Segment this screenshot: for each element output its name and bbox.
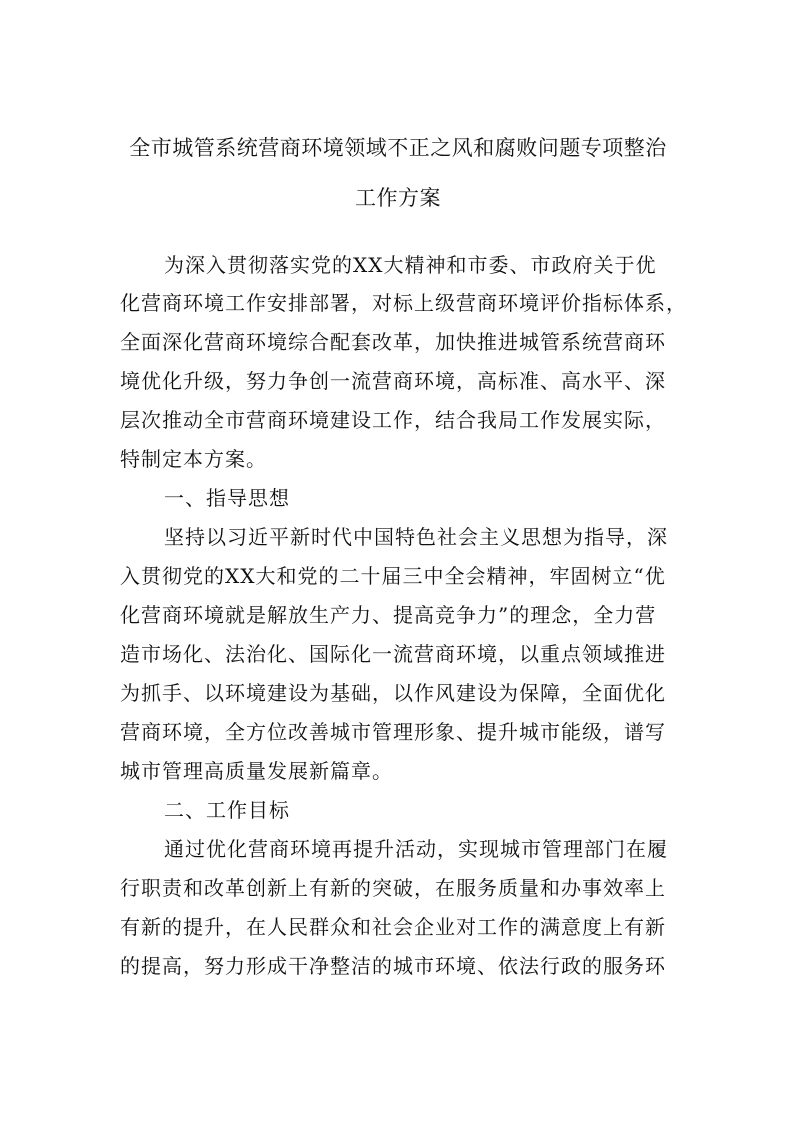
body-line: 行职责和改革创新上有新的突破，在服务质量和办事效率上: [120, 876, 666, 900]
body-line: 特制定本方案。: [120, 447, 267, 471]
body-line: 城市管理高质量发展新篇章。: [120, 759, 393, 783]
body-line: 全面深化营商环境综合配套改革，加快推进城管系统营商环: [120, 330, 666, 354]
body-line: 为深入贯彻落实党的XX大精神和市委、市政府关于优: [164, 253, 657, 277]
body-line: 有新的提升，在人民群众和社会企业对工作的满意度上有新: [120, 915, 666, 939]
body-line: 层次推动全市营商环境建设工作，结合我局工作发展实际，: [120, 408, 666, 432]
body-line: 化营商环境工作安排部署，对标上级营商环境评价指标体系，: [120, 291, 687, 315]
section-heading: 一、指导思想: [164, 486, 290, 510]
body-line: 的提高，努力形成干净整洁的城市环境、依法行政的服务环: [120, 954, 666, 978]
section-heading: 二、工作目标: [164, 798, 290, 822]
document-title-line-1: 全市城管系统营商环境领域不正之风和腐败问题专项整治: [129, 136, 667, 160]
body-line: 通过优化营商环境再提升活动，实现城市管理部门在履: [164, 837, 668, 861]
body-line: 入贯彻党的XX大和党的二十届三中全会精神，牢固树立“优: [120, 564, 666, 588]
body-line: 化营商环境就是解放生产力、提高竞争力”的理念，全力营: [120, 603, 657, 627]
body-line: 境优化升级，努力争创一流营商环境，高标准、高水平、深: [120, 369, 666, 393]
body-line: 造市场化、法治化、国际化一流营商环境，以重点领域推进: [120, 642, 666, 666]
document-title-line-2: 工作方案: [355, 186, 441, 210]
body-line: 为抓手、以环境建设为基础，以作风建设为保障，全面优化: [120, 681, 666, 705]
body-line: 营商环境，全方位改善城市管理形象、提升城市能级，谱写: [120, 720, 666, 744]
body-line: 坚持以习近平新时代中国特色社会主义思想为指导，深: [164, 525, 668, 549]
